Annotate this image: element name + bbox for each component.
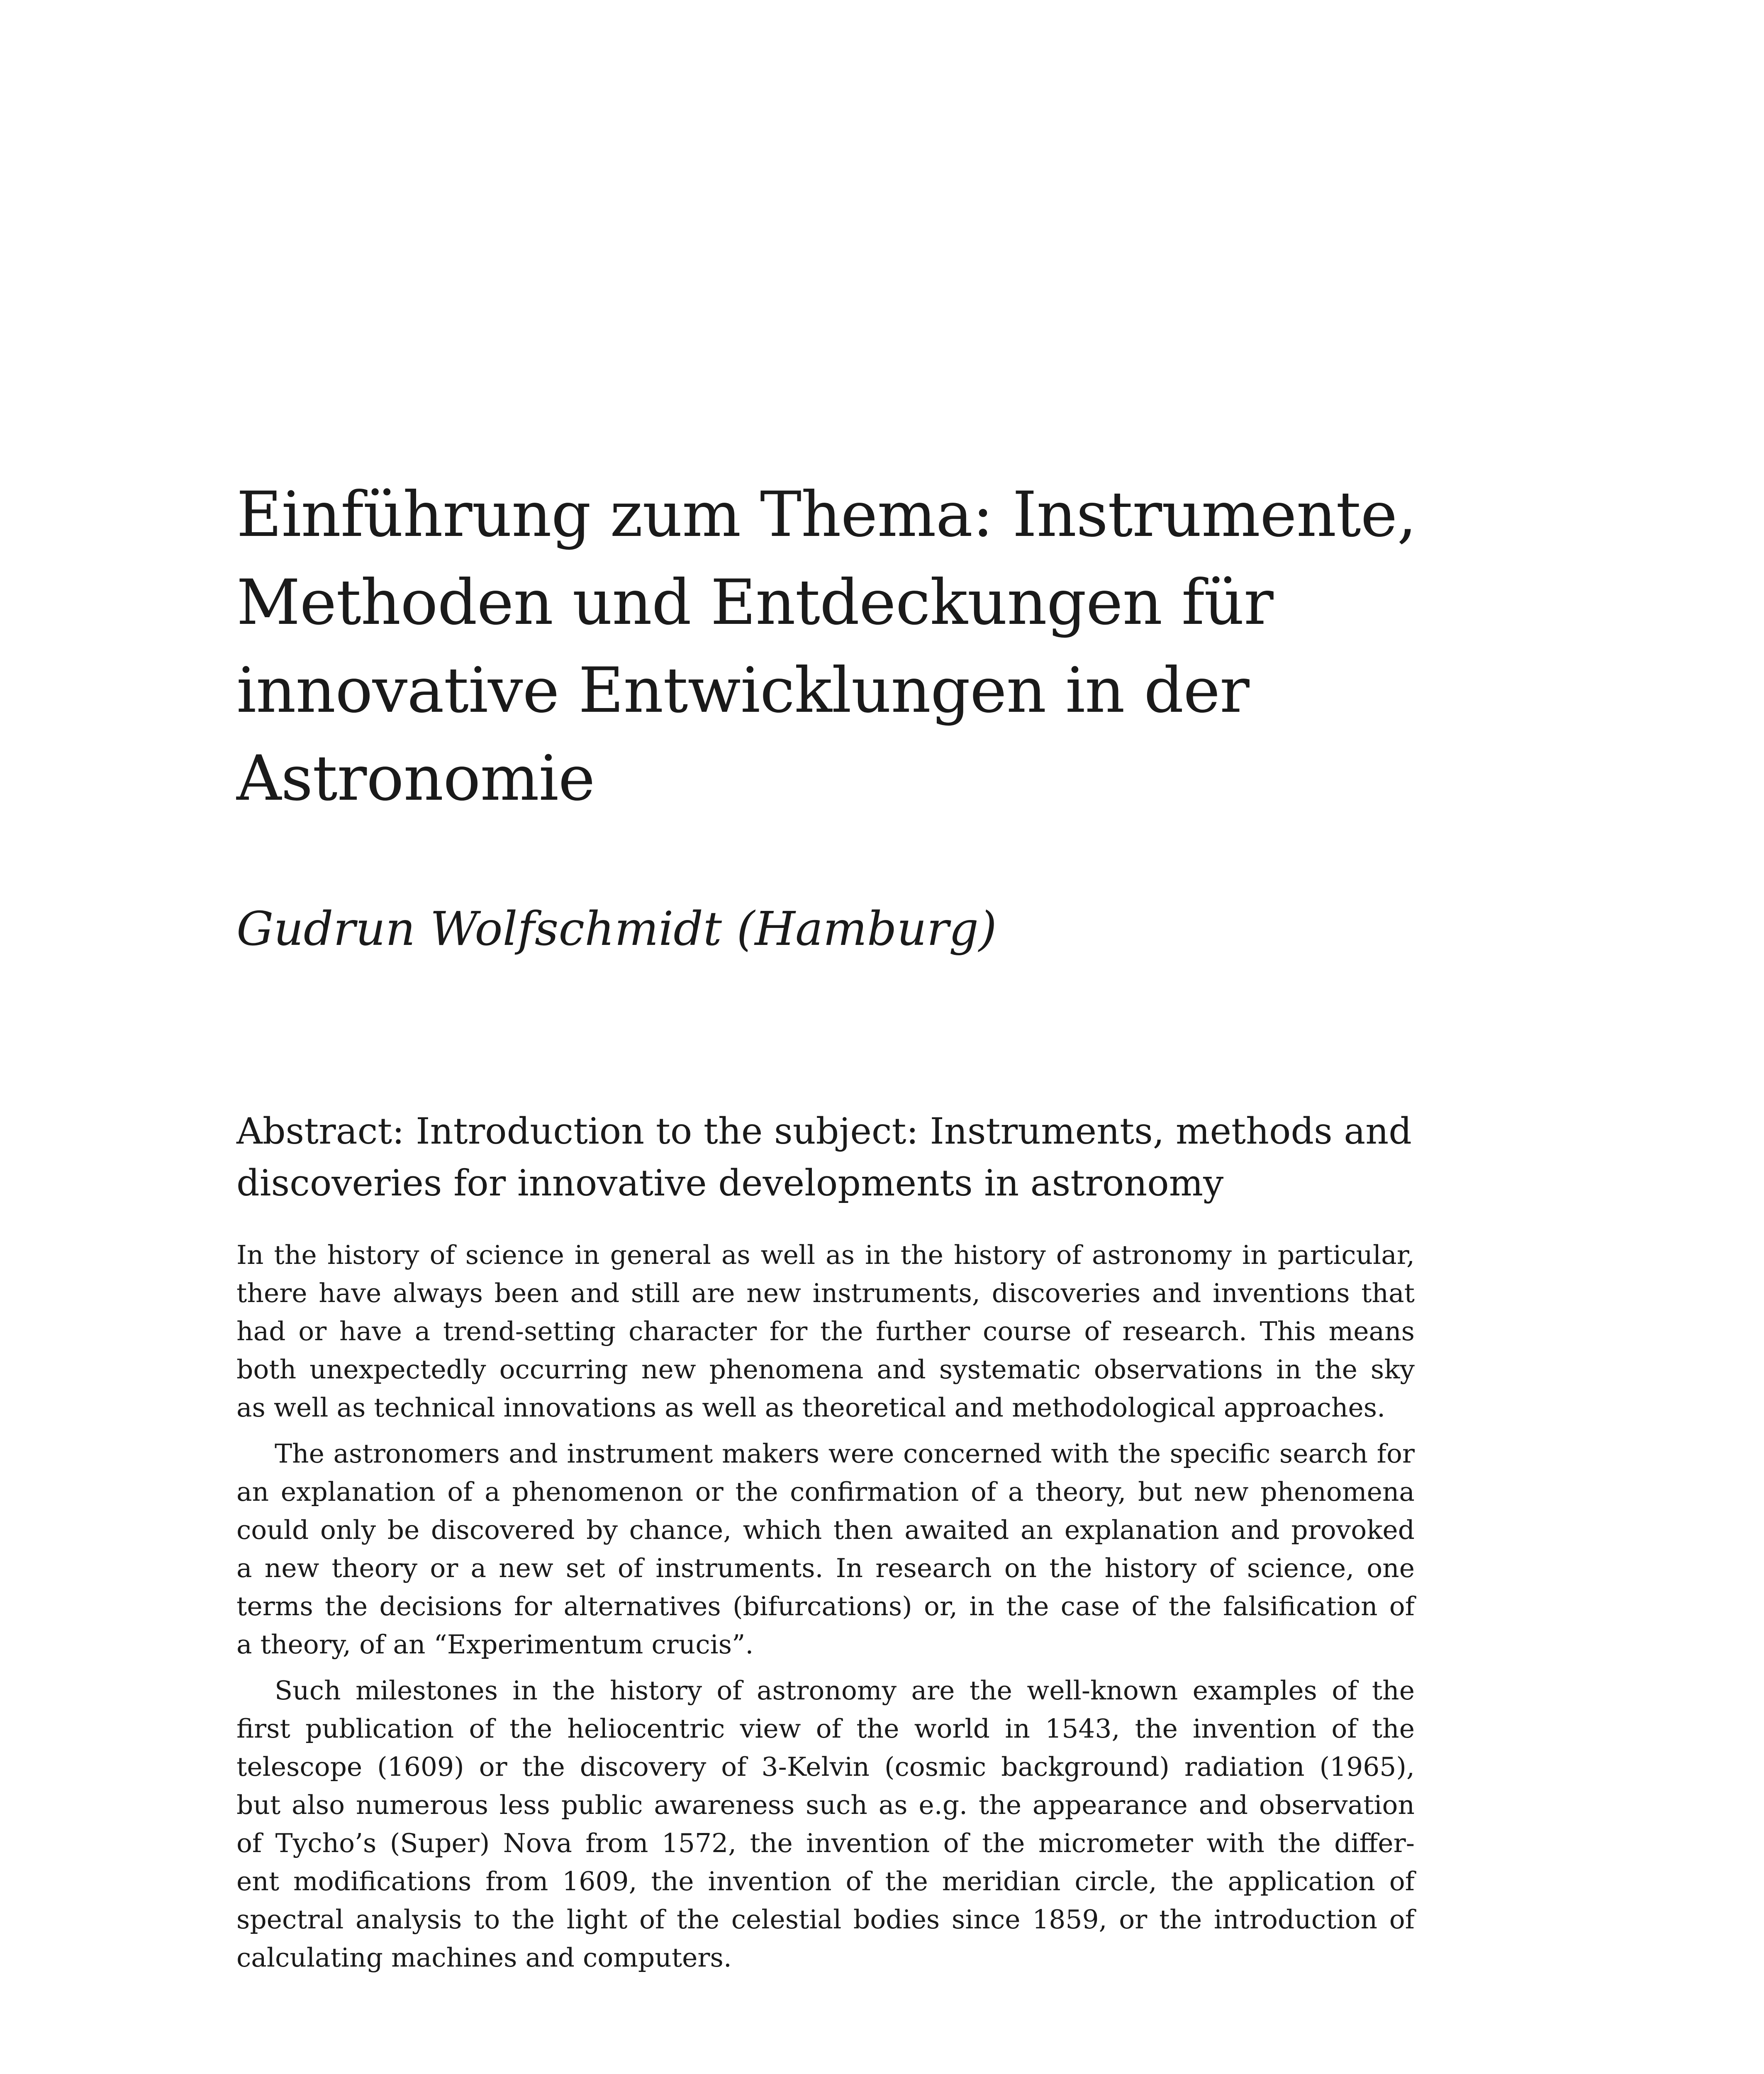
text-line: a theory, of an “Experimentum crucis”. <box>236 1629 754 1660</box>
text-line: but also numerous less public awareness such as e.g. the appearance and observation <box>236 1790 1415 1820</box>
author-name: Gudrun Wolfschmidt (Hamburg) <box>236 902 997 956</box>
text-line: could only be discovered by chance, which then awaited an explanation and provoked <box>236 1515 1415 1545</box>
title-line: Methoden und Entdeckungen für <box>236 567 1273 639</box>
abstract-body <box>236 1236 1415 1985</box>
text-line: ent modifications from 1609, the invention of the meridian circle, the application of <box>236 1866 1415 1896</box>
text-line: Such milestones in the history of astronomy are the well-known examples of the <box>275 1675 1415 1706</box>
text-line: telescope (1609) or the discovery of 3-Kelvin (cosmic background) radiation (1965), <box>236 1752 1415 1782</box>
text-line: an explanation of a phenomenon or the confirmation of a theory, but new phenomena <box>236 1477 1415 1507</box>
text-line: both unexpectedly occurring new phenomena and systematic observations in the sky <box>236 1354 1415 1385</box>
abstract-paragraph <box>236 1236 1415 1427</box>
text-line: first publication of the heliocentric view of the world in 1543, the invention of the <box>236 1714 1415 1744</box>
abstract-heading <box>236 1105 1415 1209</box>
title-line: Einführung zum Thema: Instrumente, <box>236 479 1417 551</box>
title-line: innovative Entwicklungen in der <box>236 655 1249 727</box>
abstract-heading-line: discoveries for innovative developments in astronomy <box>236 1162 1224 1204</box>
abstract-paragraph <box>236 1435 1415 1664</box>
text-line: of Tycho’s (Super) Nova from 1572, the invention of the micrometer with the differ- <box>236 1828 1415 1858</box>
paper-title <box>236 471 1415 823</box>
text-line: a new theory or a new set of instruments. In research on the history of science, one <box>236 1553 1415 1583</box>
text-line: calculating machines and computers. <box>236 1943 732 1973</box>
abstract-paragraph <box>236 1672 1415 1977</box>
text-line: In the history of science in general as well as in the history of astronomy in particular, <box>236 1240 1415 1270</box>
abstract-heading-line: Abstract: Introduction to the subject: Instruments, methods and <box>236 1110 1412 1152</box>
text-line: there have always been and still are new instruments, discoveries and inventions that <box>236 1278 1415 1308</box>
text-line: terms the decisions for alternatives (bifurcations) or, in the case of the falsification of <box>236 1591 1415 1621</box>
text-line: spectral analysis to the light of the celestial bodies since 1859, or the introduction of <box>236 1904 1415 1935</box>
title-line: Astronomie <box>236 742 595 815</box>
text-line: The astronomers and instrument makers were concerned with the specific search for <box>275 1439 1415 1469</box>
text-line: as well as technical innovations as well as theoretical and methodological approaches. <box>236 1392 1386 1423</box>
text-line: had or have a trend-setting character for the further course of research. This means <box>236 1316 1415 1346</box>
